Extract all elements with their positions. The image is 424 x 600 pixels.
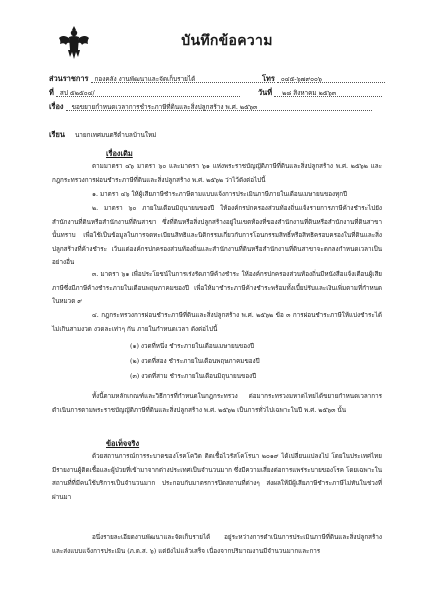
recipient-value: นายกเทศมนตรีตำบลบ้านใหม่	[74, 131, 157, 139]
background-paragraph-1: ตามมาตรา ๔๖ มาตรา ๖๐ และมาตรา ๖๑ แห่งพระราชบัญญัติภาษีที่ดินและสิ่งปลูกสร้าง พ.ศ. ๒๕๖๒ และกฎกระทรวงการผ่อนชำระภาษีที่ดินและสิ่งปลูกสร้าง พ.ศ. ๒๕๖๒ ว่าไว้ดังต่อไปนี้	[52, 163, 382, 184]
phone-line	[262, 75, 385, 83]
background-paragraph-6: ทั้งนี้ตามหลักเกณฑ์และวิธีการที่กำหนดในกฎกระทรวง ต่อมากระทรวงมหาดไทยได้ขยายกำหนดเวลาการดำเนินการตามพระราชบัญญัติภาษีที่ดินและสิ่งปลูกสร้าง พ.ศ. ๒๕๖๒ เป็นการทั่วไปเฉพาะในปี พ.ศ. ๒๕๖๓ นั้น	[52, 393, 382, 414]
agency-line	[49, 75, 275, 83]
installment-item-2: (๒) งวดที่สอง ชำระภายในเดือนพฤษภาคมของปี	[130, 358, 260, 365]
date-label: วันที่	[258, 88, 273, 97]
subject-line	[49, 103, 372, 111]
background-paragraph-2: ๑. มาตรา ๔๖ ให้ผู้เสียภาษีชำระภาษีตามแบบแจ้งการประเมินภาษีภายในเดือนเมษายนของทุกปี	[92, 191, 348, 198]
subject-value: ขอขยายกำหนดเวลาการชำระภาษีที่ดินและสิ่งปลูกสร้าง พ.ศ. ๒๕๖๓	[66, 104, 372, 111]
facts-paragraph-1: ด้วยสถานการณ์การระบาดของโรคโควิด ติดเชื้อไวรัสโคโรนา ๒๐๑๙ ได้เปลี่ยนแปลงไป โดยในประเทศไทยมีรายงานผู้ติดเชื้อและผู้ป่วยที่เข้ามาจากต่างประเทศเป็นจำนวนมาก ซึ่งมีความเสี่ยงต่อการแพร่ระบายของโรค โดยเฉพาะในสถานที่ที่มีคนใช้บริการเป็นจำนวนมาก ประกอบกับมาตรการปิดสถานที่ต่างๆ ส่งผลให้มีผู้เสียภาษีชำระภาษีไม่ทันในช่วงที่ผ่านมา	[52, 453, 382, 501]
background-paragraph-5: ๔. กฎกระทรวงการผ่อนชำระภาษีที่ดินและสิ่งปลูกสร้าง พ.ศ. ๒๕๖๒ ข้อ ๓ การผ่อนชำระภาษีให้แบ่งชำระได้ไม่เกินสามงวด งวดละเท่าๆ กัน ภายในกำหนดเวลา ดังต่อไปนี้	[52, 312, 382, 333]
background-paragraph-4: ๓. มาตรา ๖๑ เพื่อประโยชน์ในการเร่งรัดภาษีค้างชำระ ให้องค์กรปกครองส่วนท้องถิ่นมีหนังสือแจ้งเตือนผู้เสียภาษีซึ่งมีภาษีค้างชำระภายในเดือนพฤษภาคมของปี เพื่อให้มาชำระภาษีค้างชำระพร้อมทั้งเบี้ยปรับและเงินเพิ่มตามที่กำหนดในหมวด ๙	[52, 271, 382, 305]
date-value: ๒๘ สิงหาคม ๒๕๖๓	[274, 90, 382, 97]
installment-item-1: (๑) งวดที่หนึ่ง ชำระภายในเดือนเมษายนของปี	[130, 343, 255, 350]
recipient-line	[49, 131, 156, 138]
reference-value: สป ๕๒๕๐๔/	[56, 90, 240, 97]
reference-line	[49, 89, 240, 97]
agency-value: กองคลัง งานพัฒนาและจัดเก็บรายได้	[91, 76, 275, 83]
document-title: บันทึกข้อความ	[181, 33, 273, 49]
subject-label: เรื่อง	[49, 102, 64, 111]
background-paragraph-3: ๒. มาตรา ๖๐ ภายในเดือนมิถุนายนของปี ให้องค์กรปกครองส่วนท้องถิ่นแจ้งรายการภาษีค้างชำระไปยังสำนักงานที่ดินหรือสำนักงานที่ดินสาขา ซึ่งที่ดินหรือสิ่งปลูกสร้างอยู่ในเขตท้องที่ของสำนักงานที่ดินหรือสำนักงานที่ดินสาขานั้นทราบ เพื่อใช้เป็นข้อมูลในการจดทะเบียนสิทธิและนิติกรรมเกี่ยวกับการโอนกรรมสิทธิ์หรือสิทธิครอบครองในที่ดินและสิ่งปลูกสร้างที่ค้างชำระ เว้นแต่องค์กรปกครองส่วนท้องถิ่นและสำนักงานที่ดินหรือสำนักงานที่ดินสาขาจะตกลงกำหนดเวลาเป็นอย่างอื่น	[52, 205, 382, 266]
phone-label: โทร	[262, 74, 275, 83]
facts-paragraph-2: อนึ่งรายละเอียดงานพัฒนาและจัดเก็บรายได้ อยู่ระหว่างการดำเนินการประเมินภาษีที่ดินและสิ่งปลูกสร้าง และส่งแบบแจ้งการประเมิน (ภ.ด.ส. ๖) แต่ยังไม่แล้วเสร็จ เนื่องจากปริมาณงานมีจำนวนมากและการ	[52, 534, 382, 555]
agency-label: ส่วนราชการ	[49, 74, 89, 83]
installment-item-3: (๓) งวดที่สาม ชำระภายในเดือนมิถุนายนของปี	[130, 373, 257, 380]
facts-heading: ข้อเท็จจริง	[106, 439, 140, 448]
background-heading: เรื่องเดิม	[106, 149, 133, 158]
reference-label: ที่	[49, 88, 54, 97]
recipient-label: เรียน	[49, 130, 65, 139]
phone-value: ๐๔๕-๖๗๙๐๐๖	[277, 76, 385, 83]
date-line	[258, 89, 382, 97]
